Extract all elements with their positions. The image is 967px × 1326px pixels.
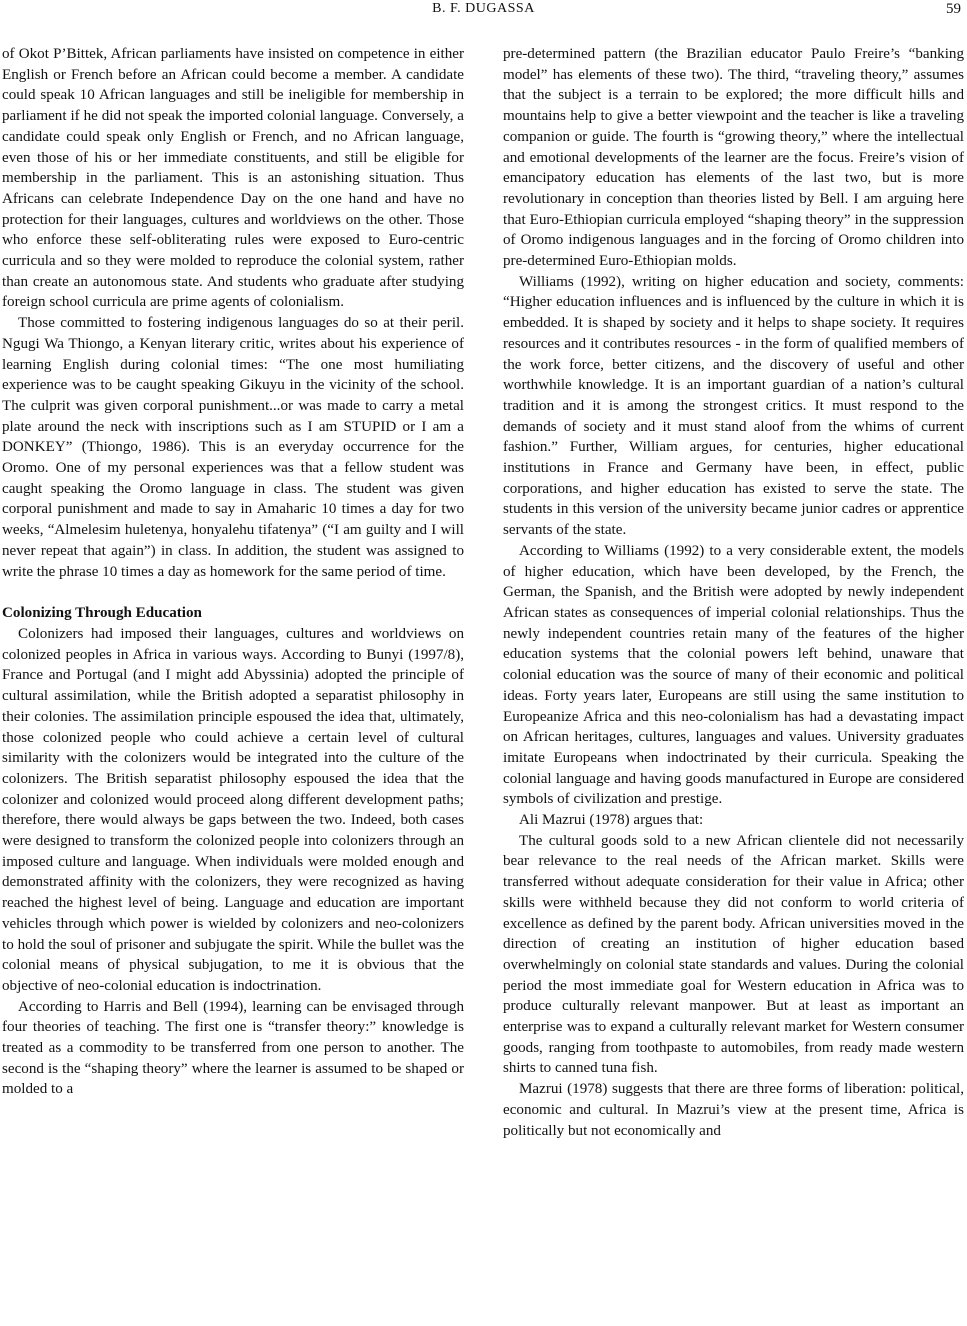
body-paragraph: According to Harris and Bell (1994), learning can be envisaged through four theories of teaching. The first one is “transfer theory:” knowledge is treated as a commodity to be transferred from one person to another. The second is the “shaping theory” where the learner is assumed to be shaped or molded to a [2,998,464,1098]
running-head: B. F. DUGASSA [432,1,535,16]
body-paragraph: Colonizers had imposed their languages, cultures and worldviews on colonized peoples in Africa in various ways. According to Bunyi (1997/8), France and Portugal (and I might add Abyssinia) adopted the principle of cultural assimilation, while the British adopted a separatist philosophy in their colonies. The assimilation principle espoused the idea that, ultimately, those colonized people who could achieve a certain level of cultural similarity with the colonizers would be integrated into the culture of the colonizers. The British separatist philosophy espoused the idea that the colonizer and colonized would proceed along different development paths; therefore, there would always be gaps between the two. Indeed, both cases were designed to transform the colonized people into colonizers through an imposed culture and language. When individuals were molded enough and demonstrated affinity with the colonizers, they were recognized as having reached the highest level of being. Language and education are important vehicles through which power is wielded by colonizers and neo-colonizers to hold the soul of prisoner and subjugate the spirit. While the bullet was the colonial means of physical subjugation, to me it is obvious that the objective of neo-colonial education is indoctrination. [2,625,464,994]
body-paragraph: Mazrui (1978) suggests that there are three forms of liberation: political, economic and cultural. In Mazrui’s view at the present time, Africa is politically but not economically and [503,1081,964,1139]
page-number: 59 [946,1,961,17]
body-paragraph: pre-determined pattern (the Brazilian educator Paulo Freire’s “banking model” has elements of these two). The third, “traveling theory,” assumes that the subject is a terrain to be explored; the more difficult hills and mountains help to give a better viewpoint and the teacher is like a traveling companion or guide. The fourth is “growing theory,” where the intellectual and emotional developments of the learner are the focus. Freire’s vision of emancipatory education has elements of the last two, but is more revolutionary in conception than theories listed by Bell. I am arguing here that Euro-Ethiopian curricula employed “shaping theory” in the suppression of Oromo indigenous languages and in the forcing of Oromo children into pre-determined Euro-Ethiopian molds. [503,46,964,270]
body-paragraph: Ali Mazrui (1978) argues that: [519,812,704,829]
body-paragraph: Williams (1992), writing on higher education and society, comments: “Higher education influences and is influenced by the culture in which it is embedded. It is shaped by society and it helps to shape society. It requires resources and it contributes resources - in the form of qualified members of the work force, better citizens, and the discovery of useful and other worthwhile knowledge. It is an important guardian of a nation’s cultural tradition and it is among the strongest critics. It must respond to the demands of society and it must stand aloof from the whims of current fashion.” Further, William argues, for centuries, higher educational institutions in France and Germany have been, in effect, public corporations, and higher education has existed to serve the state. The students in this version of the university became junior cadres or apprentice servants of the state. [503,273,964,539]
body-paragraph: Those committed to fostering indigenous languages do so at their peril. Ngugi Wa Thiongo, a Kenyan literary critic, writes about his experience of learning English during colonial times: “The one most humiliating experience was to be caught speaking Gikuyu in the vicinity of the school. The culprit was given corporal punishment...or was made to carry a metal plate around the neck with inscriptions such as I am STUPID or I am a DONKEY” (Thiongo, 1986). This is an everyday occurrence for the Oromo. One of my personal experiences was that a fellow student was caught speaking the Oromo language in class. The student was given corporal punishment and made to say in Amaharic 10 times a day for two weeks, “Almelesim huletenya, honyalehu tifatenya” (“I am guilty and I will never repeat that again”) in class. In addition, the student was assigned to write the phrase 10 times a day as homework for the same period of time. [2,315,464,580]
section-heading: Colonizing Through Education [2,605,202,622]
body-paragraph: of Okot P’Bittek, African parliaments have insisted on competence in either English or French before an African could become a member. A candidate could speak 10 African languages and still be ineligible for membership in parliament if he did not speak the imported colonial language. Conversely, a candidate could speak only English or French, and no African language, even those of his or her immediate constituents, and still be eligible for membership in the parliament. This is an astonishing situation. Thus Africans can celebrate Independence Day on the one hand and have no protection for their languages, cultures and worldviews on the other. Those who enforce these self-obliterating rules were exposed to Euro-centric curricula and so they were molded to reproduce the colonial system, rather than create an autonomous state. And students who graduate after studying foreign school curricula are prime agents of colonialism. [2,46,464,311]
left-column [2,44,464,1326]
right-column [503,44,964,1326]
body-paragraph: According to Williams (1992) to a very considerable extent, the models of higher education, which have been developed, by the French, the German, the Spanish, and the British were adopted by newly independent African states as consequences of imperial colonial relationships. Thus the newly independent countries retain many of the features of the higher education systems that the colonial powers left behind, unaware that colonial education was the source of many of their economic and political ideas. Forty years later, Europeans are still using the same institution to Europeanize Africa and this neo-colonialism has had a devastating impact on African heritages, cultures, languages and values. University graduates imitate Europeans when indoctrinated by their curricula. Speaking the colonial language and having goods manufactured in Europe are considered symbols of civilization and prestige. [503,542,964,808]
page-header [0,0,967,24]
block-quote: The cultural goods sold to a new African clientele did not necessarily bear relevance to the real needs of the African market. Skills were transferred without adequate consideration for their value in Africa; other skills were withheld because they did not conform to world criteria of excellence as defined by the parent body. African universities moved in the direction of creating an institution of higher education based overwhelmingly on colonial state standards and values. During the colonial period the most immediate goal for Western education in Africa was to produce culturally relevant manpower. But at least as important an enterprise was to expand a culturally relevant market for Western consumer goods, ranging from toothpaste to automobiles, from ready made western shirts to canned tuna fish. [503,832,964,1077]
